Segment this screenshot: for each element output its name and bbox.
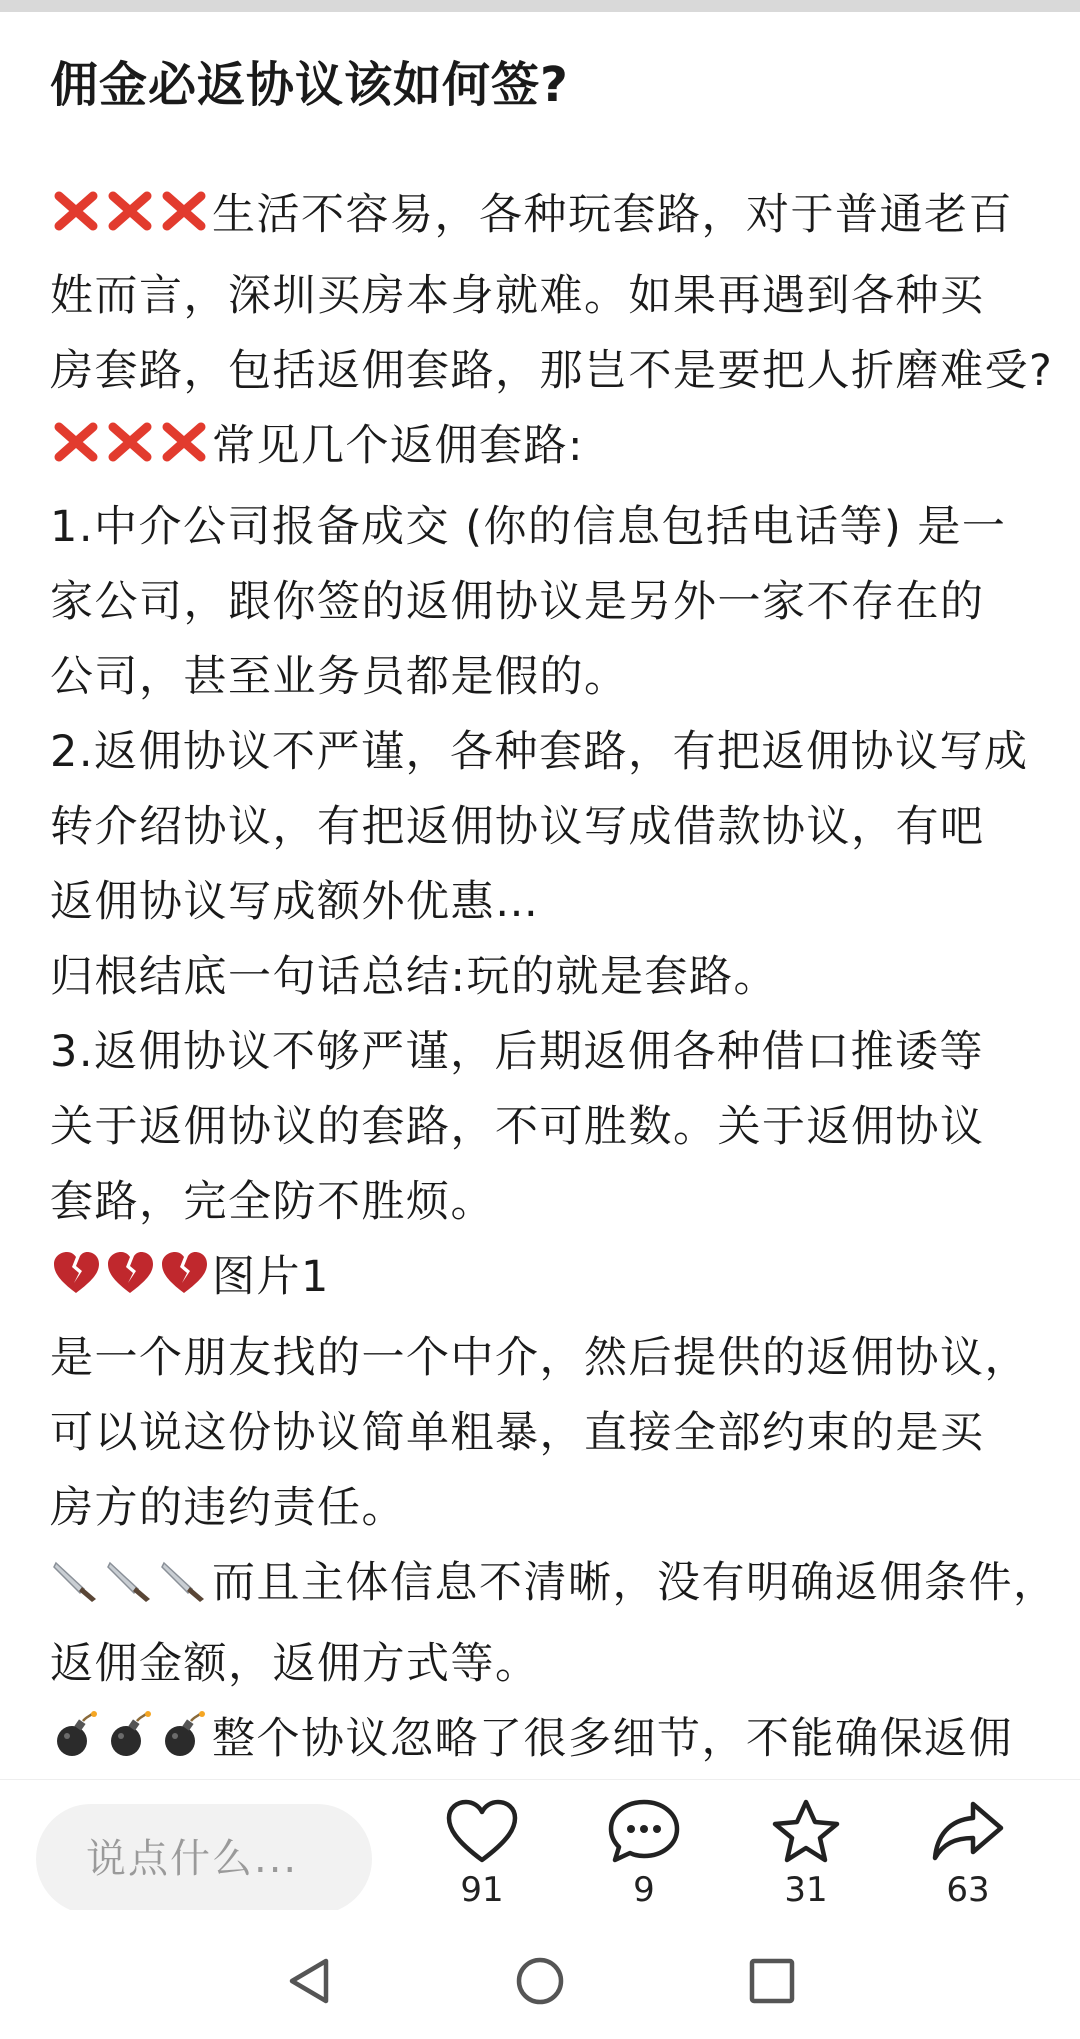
body-line-text: 图片1 [212,1252,330,1302]
body-line [50,640,1035,715]
share-arrow-icon [931,1798,1005,1864]
cross-mark-icon [50,415,102,490]
body-line [50,1546,1058,1627]
body-line-text: 常见几个返佣套路: [212,421,584,471]
body-line [50,790,1035,865]
body-line-text: 2.返佣协议不严谨，各种套路，有把返佣协议写成 [50,727,1029,777]
share-count: 63 [946,1870,990,1910]
body-line-text: 生活不容易，各种玩套路，对于普通老百 [212,190,1013,240]
bomb-icon [158,1708,210,1783]
body-line [50,334,1054,409]
body-line [50,1396,1035,1471]
body-line-text: 可以说这份协议简单粗暴，直接全部约束的是买 [50,1408,985,1458]
article [50,40,1058,1858]
body-line-text: 整个协议忽略了很多细节，不能确保返佣 [212,1714,1013,1764]
home-nav-icon[interactable] [514,1955,566,2007]
body-line [50,715,1035,790]
heart-icon [445,1798,519,1864]
cross-mark-icon [158,415,210,490]
body-line-text: 而且主体信息不清晰，没有明确返佣条件， [212,1558,1058,1608]
cross-mark-icon [158,184,210,259]
comment-input[interactable] [36,1804,372,1914]
share-button[interactable] [913,1798,1023,1918]
body-line [50,1471,1035,1546]
cross-mark-icon [50,184,102,259]
body-line [50,1321,1035,1396]
body-line [50,1090,1035,1165]
body-line [50,259,1035,334]
recents-nav-icon[interactable] [746,1955,798,2007]
interaction-bar [0,1780,1080,1910]
post-title: 佣金必返协议该如何签? [50,57,569,113]
body-line-text: 是一个朋友找的一个中介，然后提供的返佣协议， [50,1333,1029,1383]
body-line [50,178,1035,259]
like-button[interactable] [427,1798,537,1918]
body-line [50,940,1035,1015]
body-line [50,565,1035,640]
body-line [50,1627,1035,1702]
body-line-text: 姓而言，深圳买房本身就难。如果再遇到各种买 [50,271,985,321]
body-line [50,490,1035,565]
body-line-text: 返佣金额，返佣方式等。 [50,1639,540,1689]
star-icon [769,1798,843,1864]
comment-count: 9 [633,1870,655,1910]
comment-placeholder: 说点什么... [86,1836,299,1882]
body-line-text: 房方的违约责任。 [50,1483,406,1533]
knife-icon [104,1552,156,1627]
broken-heart-icon [50,1246,102,1321]
post-body [50,178,1058,1858]
body-line [50,1015,1035,1090]
broken-heart-icon [104,1246,156,1321]
comment-bubble-icon [607,1798,681,1864]
body-line-text: 3.返佣协议不够严谨，后期返佣各种借口推诿等 [50,1027,985,1077]
body-line-text: 返佣协议写成额外优惠… [50,877,540,927]
system-navigation-bar [0,1910,1080,2039]
like-count: 91 [460,1870,504,1910]
cross-mark-icon [104,184,156,259]
bomb-icon [104,1708,156,1783]
favorite-button[interactable] [751,1798,861,1918]
body-line-text: 关于返佣协议的套路，不可胜数。关于返佣协议 [50,1102,985,1152]
body-line [50,409,1035,490]
back-nav-icon[interactable] [284,1955,334,2007]
body-line [50,1165,1035,1240]
body-line-text: 归根结底一句话总结:玩的就是套路。 [50,952,778,1002]
bomb-icon [50,1708,102,1783]
body-line [50,1240,1035,1321]
body-line-text: 套路，完全防不胜烦。 [50,1177,495,1227]
body-line-text: 房套路，包括返佣套路，那岂不是要把人折磨难受? [50,346,1054,396]
body-line-text: 公司，甚至业务员都是假的。 [50,652,629,702]
body-line [50,1702,1035,1783]
status-bar-strip [0,0,1080,12]
favorite-count: 31 [784,1870,828,1910]
body-line [50,865,1035,940]
broken-heart-icon [158,1246,210,1321]
cross-mark-icon [104,415,156,490]
body-line-text: 转介绍协议，有把返佣协议写成借款协议，有吧 [50,802,985,852]
body-line-text: 1.中介公司报备成交 (你的信息包括电话等) 是一 [50,502,1007,552]
comment-button[interactable] [589,1798,699,1918]
knife-icon [158,1552,210,1627]
body-line-text: 家公司，跟你签的返佣协议是另外一家不存在的 [50,577,985,627]
knife-icon [50,1552,102,1627]
